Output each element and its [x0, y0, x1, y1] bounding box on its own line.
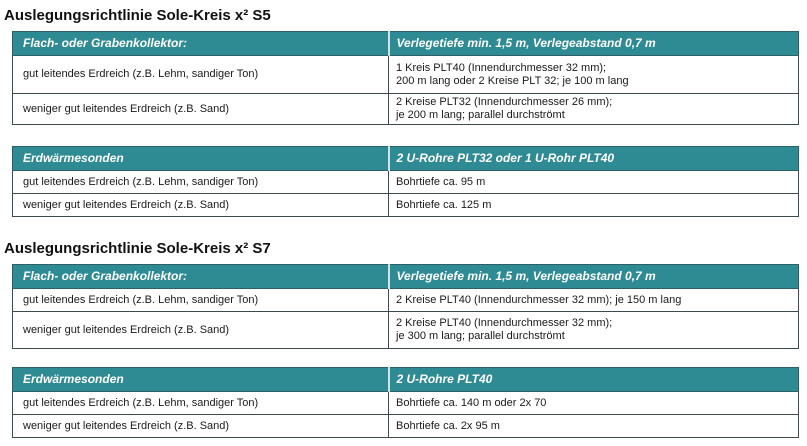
- table-row: [13, 194, 799, 217]
- table-row: [13, 56, 799, 94]
- table-header: [13, 147, 799, 171]
- value-cell: Bohrtiefe ca. 125 m: [389, 194, 799, 217]
- value-cell: [389, 312, 799, 349]
- table-header: [13, 368, 799, 392]
- soil-cell: gut leitendes Erdreich (z.B. Lehm, sandiger Ton): [13, 56, 389, 94]
- table-header: [13, 32, 799, 56]
- soil-cell: weniger gut leitendes Erdreich (z.B. Sand): [13, 194, 389, 217]
- header-left: Flach- oder Grabenkollektor:: [13, 32, 389, 56]
- table-s7-kollektor: [12, 264, 799, 349]
- table-s7-sonden: [12, 367, 799, 438]
- table-row: [13, 312, 799, 349]
- table-row: [13, 392, 799, 415]
- value-cell: [389, 94, 799, 125]
- soil-cell: weniger gut leitendes Erdreich (z.B. Sand): [13, 312, 389, 349]
- header-left: Erdwärmesonden: [13, 368, 389, 392]
- value-cell: Bohrtiefe ca. 2x 95 m: [389, 415, 799, 438]
- value-cell: [389, 56, 799, 94]
- section-title-s5: Auslegungsrichtlinie Sole-Kreis x² S5: [4, 7, 271, 24]
- soil-cell: gut leitendes Erdreich (z.B. Lehm, sandiger Ton): [13, 171, 389, 194]
- table-s5-sonden: [12, 146, 799, 217]
- table-header: [13, 265, 799, 289]
- header-right: 2 U-Rohre PLT40: [389, 368, 799, 392]
- section-title-s7: Auslegungsrichtlinie Sole-Kreis x² S7: [4, 240, 271, 257]
- soil-cell: gut leitendes Erdreich (z.B. Lehm, sandiger Ton): [13, 289, 389, 312]
- value-line: je 200 m lang; parallel durchströmt: [396, 109, 565, 121]
- value-cell: Bohrtiefe ca. 140 m oder 2x 70: [389, 392, 799, 415]
- header-left: Erdwärmesonden: [13, 147, 389, 171]
- header-right: Verlegetiefe min. 1,5 m, Verlegeabstand 0,7 m: [389, 265, 799, 289]
- value-cell: 2 Kreise PLT40 (Innendurchmesser 32 mm); je 150 m lang: [389, 289, 799, 312]
- header-left: Flach- oder Grabenkollektor:: [13, 265, 389, 289]
- value-line: 200 m lang oder 2 Kreise PLT 32; je 100 m lang: [396, 74, 629, 87]
- header-right: Verlegetiefe min. 1,5 m, Verlegeabstand 0,7 m: [389, 32, 799, 56]
- value-line: 1 Kreis PLT40 (Innendurchmesser 32 mm);: [396, 61, 607, 74]
- header-right: 2 U-Rohre PLT32 oder 1 U-Rohr PLT40: [389, 147, 799, 171]
- soil-cell: gut leitendes Erdreich (z.B. Lehm, sandiger Ton): [13, 392, 389, 415]
- value-line: je 300 m lang; parallel durchströmt: [396, 330, 565, 342]
- table-row: [13, 171, 799, 194]
- value-line: 2 Kreise PLT32 (Innendurchmesser 26 mm);: [396, 96, 613, 108]
- table-row: [13, 289, 799, 312]
- value-cell: Bohrtiefe ca. 95 m: [389, 171, 799, 194]
- table-row: [13, 415, 799, 438]
- table-row: [13, 94, 799, 125]
- soil-cell: weniger gut leitendes Erdreich (z.B. Sand): [13, 415, 389, 438]
- table-s5-kollektor: [12, 31, 799, 125]
- value-line: 2 Kreise PLT40 (Innendurchmesser 32 mm);: [396, 317, 613, 329]
- soil-cell: weniger gut leitendes Erdreich (z.B. Sand): [13, 94, 389, 125]
